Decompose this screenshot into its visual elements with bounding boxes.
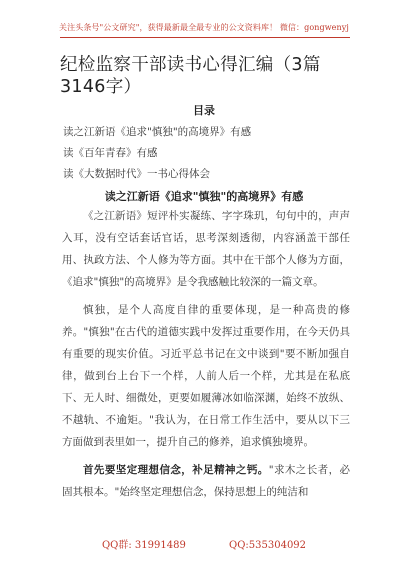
paragraph-rest: "求木之长者，必固其根本。"始终坚定理想信念，保持思想上的纯洁和 [62,464,350,498]
article-heading: 读之江新语《追求"慎独"的高境界》有感 [104,190,304,203]
paragraph-lead-sentence: 首先要坚定理想信念，补足精神之钙。 [83,464,269,476]
body-paragraph [62,459,350,503]
body-paragraph: 《之江新语》短评朴实凝练、字字珠玑，句句中的，声声入耳，没有空话套话官话，思考深刻透彻，内容涵盖干部任用、执政方法、个人修为等方面。其中在干部个人修为方面，《追求"慎独"的高境界》是令我感触比较深的一篇文章。 [62,210,350,288]
header-divider [60,37,350,38]
table-of-contents [63,122,363,185]
toc-heading: 目录 [193,104,215,117]
article-body [62,205,350,509]
document-title: 纪检监察干部读书心得汇编（3篇3146字） [60,55,321,97]
body-paragraph: 慎独，是个人高度自律的重要体现，是一种高贵的修养。"慎独"在古代的道德实践中发挥过重要作用，在今天仍具有重要的现实价值。习近平总书记在文中谈到"要不断加强自律，做到台上台下一个样，人前人后一个样，尤其是在私底下、无人时、细微处，更要如履薄冰如临深渊，始终不放纵、不越轨、不逾矩。"我认为，在日常工作生活中，要从以下三方面做到表里如一，提升自己的修养，追求慎独境界。 [62,304,350,448]
toc-item-1[interactable]: 读之江新语《追求"慎独"的高境界》有感 [63,126,252,138]
toc-item-2[interactable]: 读《百年青春》有感 [63,147,158,159]
footer-qq-group: QQ群: 31991489 [101,540,186,551]
header-promo-note: 关注头条号"公文研究"，获得最新最全最专业的公文资料库！ 微信：gongwenyj [59,23,349,32]
toc-item-3[interactable]: 读《大数据时代》一书心得体会 [63,168,210,180]
footer-contact [0,536,408,551]
footer-qq-number: QQ:535304092 [229,540,307,551]
